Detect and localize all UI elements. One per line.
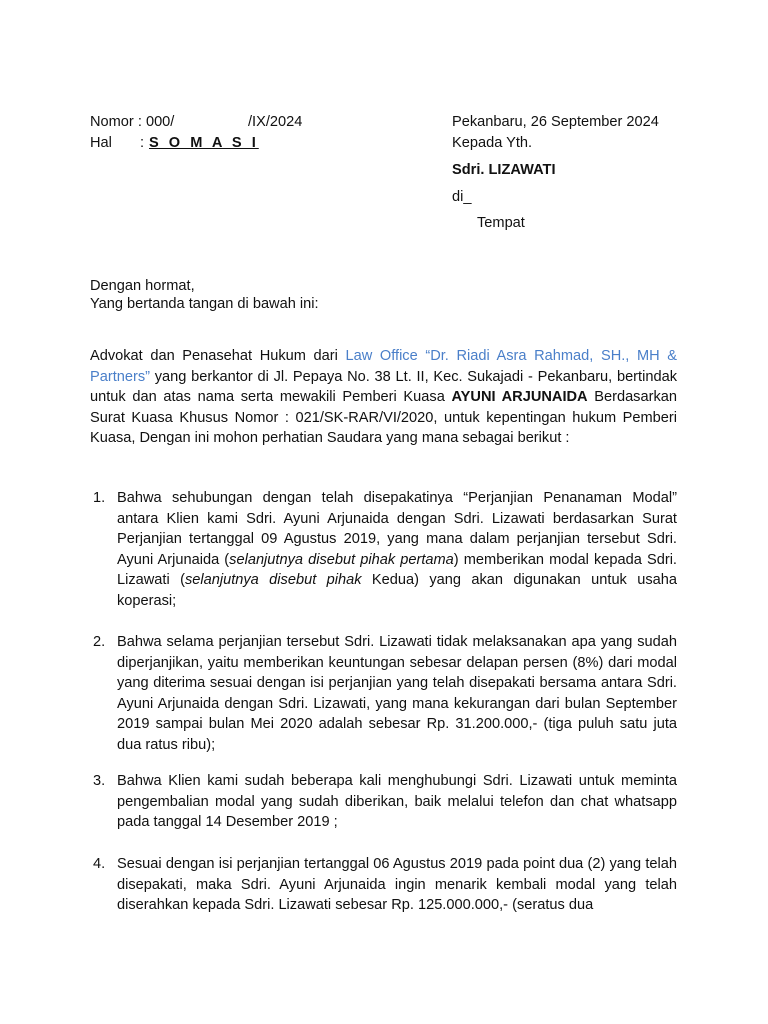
place-date: Pekanbaru, 26 September 2024: [452, 114, 659, 130]
item-body: [117, 488, 677, 612]
greeting-line-2: Yang bertanda tangan di bawah ini:: [90, 296, 319, 312]
list-item: [90, 632, 677, 756]
intro-text-1: Advokat dan Penasehat Hukum dari: [90, 348, 346, 364]
hal-separator: :: [140, 135, 145, 151]
intro-text-2: yang berkantor di Jl. Pepaya No. 38 Lt. II, Kec. Sukajadi - Pekanbaru, bertindak untuk dan atas nama serta mewakili Pemberi Kuasa: [90, 368, 677, 406]
recipient-tempat: Tempat: [477, 215, 525, 231]
item-number: 3.: [93, 773, 106, 789]
item-text: ) memberikan modal kepada Sdri. Lizawati (: [117, 551, 677, 589]
recipient-to: Kepada Yth.: [452, 135, 533, 151]
item-number: 4.: [93, 856, 106, 872]
item-text: Bahwa sehubungan dengan telah disepakatinya “Perjanjian Penanaman Modal” antara Klien kami Sdri. Ayuni Arjunaida dengan Sdri. Lizawati berdasarkan Surat Perjanjian tertanggal 09 Agustus 2019, yang mana dalam perjanjian tersebut Sdri. Ayuni Arjunaida (: [117, 490, 677, 568]
item-body: Sesuai dengan isi perjanjian tertanggal 06 Agustus 2019 pada point dua (2) yang telah disepakati, maka Sdri. Ayuni Arjunaida ingin menarik kembali modal yang telah diserahkan kepada Sdri. Lizawati sebesar Rp. 125.000.000,- (seratus dua: [117, 856, 677, 914]
recipient-di: di_: [452, 189, 472, 205]
intro-text-3: Berdasarkan Surat Kuasa Khusus Nomor : 021/SK-RAR/VI/2020, untuk kepentingan hukum Pemberi Kuasa, Dengan ini mohon perhatian Saudara yang mana sebagai berikut :: [90, 389, 677, 447]
item-italic: selanjutnya disebut pihak: [184, 572, 362, 589]
greeting-line-1: Dengan hormat,: [90, 278, 195, 294]
nomor-suffix: /IX/2024: [248, 114, 303, 130]
item-body: Bahwa selama perjanjian tersebut Sdri. Lizawati tidak melaksanakan apa yang sudah diperjanjikan, yaitu memberikan keuntungan sebesar delapan persen (8%) dari modal yang diterima sesuai dengan isi perjanjian yang telah disepakati bersama antara Sdri. Ayuni Arjunaida dengan Sdri. Lizawati, yang mana kekurangan dari bulan September 2019 sampai bulan Mei 2020 adalah sebesar Rp. 31.200.000,- (tiga puluh satu juta dua ratus ribu);: [117, 634, 677, 753]
recipient-name: Sdri. LIZAWATI: [452, 162, 556, 178]
item-text: Kedua) yang akan digunakan untuk usaha koperasi;: [117, 572, 678, 609]
list-item: [90, 488, 677, 612]
item-number: 1.: [93, 490, 106, 506]
hal-value: S O M A S I: [149, 135, 259, 151]
item-italic: selanjutnya disebut pihak pertama: [229, 551, 454, 568]
client-name: AYUNI ARJUNAIDA: [451, 389, 588, 406]
nomor-label: Nomor : 000/: [90, 114, 175, 130]
law-office-link[interactable]: Law Office “Dr. Riadi Asra Rahmad, SH., MH & Partners”: [90, 348, 677, 385]
intro-paragraph: [90, 346, 677, 449]
list-item: [90, 854, 677, 916]
item-body: Bahwa Klien kami sudah beberapa kali menghubungi Sdri. Lizawati untuk meminta pengembalian modal yang sudah diberikan, baik melalui telefon dan chat whatsapp pada tanggal 14 Desember 2019 ;: [117, 773, 677, 831]
item-number: 2.: [93, 634, 106, 650]
list-item: [90, 771, 677, 833]
hal-label: Hal: [90, 135, 112, 151]
